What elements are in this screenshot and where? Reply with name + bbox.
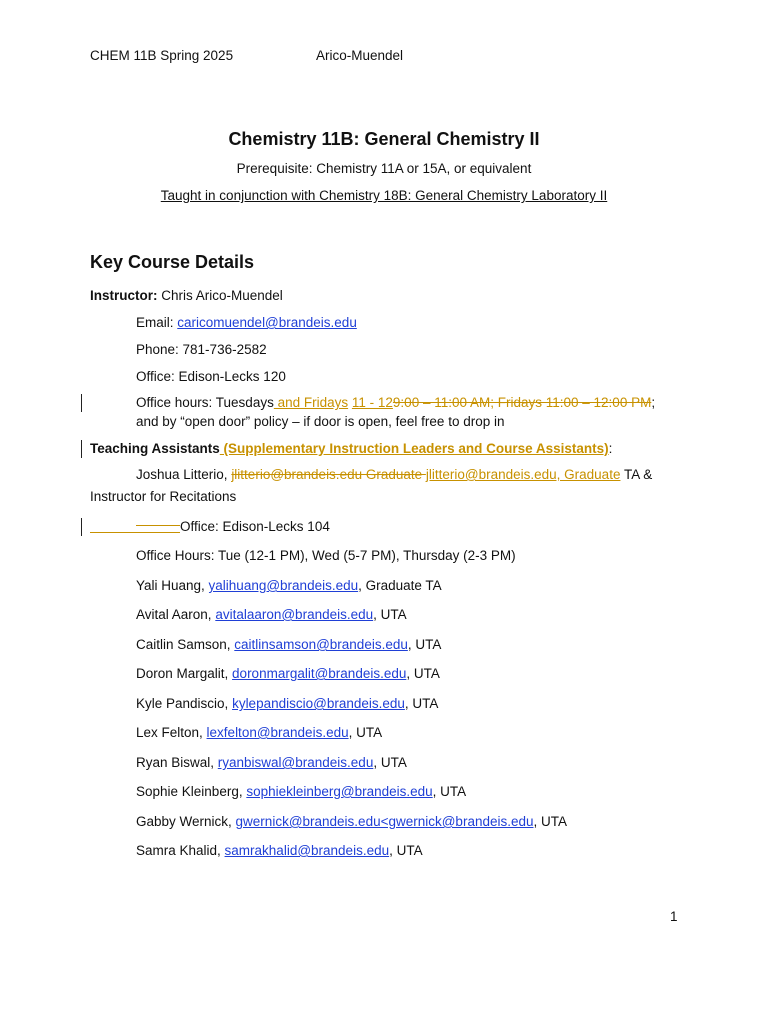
ta-email-link[interactable]: lexfelton@brandeis.edu	[206, 725, 349, 740]
instructor-email-link[interactable]: caricomuendel@brandeis.edu	[177, 315, 357, 330]
ta-email-link[interactable]: yalihuang@brandeis.edu	[208, 578, 359, 593]
ta-joshua-name: Joshua Litterio,	[136, 467, 232, 482]
ta-joshua-role: TA &	[620, 467, 653, 482]
office-hours-end: ;	[651, 395, 656, 410]
ta-name: Gabby Wernick,	[136, 814, 236, 829]
ta-role: , UTA	[533, 814, 567, 829]
ta-list-item	[136, 696, 438, 711]
section-heading: Key Course Details	[90, 252, 255, 272]
ta-email-link[interactable]: caitlinsamson@brandeis.edu	[234, 637, 408, 652]
ta-name: Ryan Biswal,	[136, 755, 218, 770]
office-hours-line	[136, 395, 655, 410]
ta-name: Avital Aaron,	[136, 607, 216, 622]
ta-list-item	[136, 666, 440, 681]
ta-role: , UTA	[407, 637, 442, 652]
page-number: 1	[670, 909, 678, 924]
ta-email-link[interactable]: doronmargalit@brandeis.edu	[232, 666, 407, 681]
ta-joshua-deleted: jlitterio@brandeis.edu Graduate	[231, 467, 426, 482]
ta-name: Caitlin Samson,	[136, 637, 235, 652]
change-bar	[81, 518, 82, 536]
ta-email-link[interactable]: sophiekleinberg@brandeis.edu	[246, 784, 433, 799]
instructor-phone: Phone: 781-736-2582	[136, 342, 267, 357]
ta-email-link[interactable]: gwernick@brandeis.edu<gwernick@brandeis.edu	[235, 814, 534, 829]
header-author: Arico-Muendel	[316, 48, 404, 63]
ta-email-link[interactable]: kylepandiscio@brandeis.edu	[232, 696, 405, 711]
ta-role: , UTA	[404, 696, 439, 711]
ta-list-item	[136, 843, 423, 858]
instructor-email-line	[136, 315, 357, 330]
conjunction-note: Taught in conjunction with Chemistry 18B: General Chemistry Laboratory II	[160, 188, 608, 203]
ta-joshua-role-cont: Instructor for Recitations	[90, 489, 237, 504]
ta-email-link[interactable]: ryanbiswal@brandeis.edu	[217, 755, 374, 770]
ta-name: Lex Felton,	[136, 725, 207, 740]
ta-list-item	[136, 578, 442, 593]
ta-joshua-office: Office: Edison-Lecks 104	[180, 519, 330, 534]
instructor-office: Office: Edison-Lecks 120	[136, 369, 286, 384]
header-course: CHEM 11B Spring 2025	[90, 48, 234, 63]
ta-role: , UTA	[406, 666, 440, 681]
ta-name: Doron Margalit,	[136, 666, 233, 681]
change-bar	[81, 394, 82, 412]
office-hours-label: Office hours: Tuesdays	[136, 395, 274, 410]
ta-role: , UTA	[389, 843, 423, 858]
change-bar	[81, 440, 82, 458]
prerequisite: Prerequisite: Chemistry 11A or 15A, or equivalent	[236, 161, 532, 176]
ta-list-item	[136, 755, 407, 770]
ta-list-item	[136, 637, 441, 652]
ta-label-insert: (Supplementary Instruction Leaders and Course Assistants)	[219, 441, 609, 456]
ta-role: , Graduate TA	[358, 578, 442, 593]
ta-list-item	[136, 784, 466, 799]
ta-label-colon: :	[608, 441, 613, 456]
instructor-label: Instructor:	[90, 288, 158, 303]
ta-label: Teaching Assistants	[90, 441, 220, 456]
ta-email-link[interactable]: samrakhalid@brandeis.edu	[224, 843, 390, 858]
ta-list-item	[136, 814, 567, 829]
email-label: Email:	[136, 315, 178, 330]
ta-role: , UTA	[348, 725, 383, 740]
ta-role: , UTA	[432, 784, 467, 799]
ta-joshua-email-link[interactable]: jlitterio@brandeis.edu, Graduate	[425, 467, 621, 482]
office-hours-policy: and by “open door” policy – if door is open, feel free to drop in	[136, 414, 505, 429]
tracked-tab-delete	[136, 525, 180, 526]
ta-role: , UTA	[373, 607, 407, 622]
ta-joshua-hours: Office Hours: Tue (12-1 PM), Wed (5-7 PM), Thursday (2-3 PM)	[136, 548, 516, 563]
ta-list-item	[136, 607, 407, 622]
page-title: Chemistry 11B: General Chemistry II	[228, 129, 540, 149]
ta-list-item	[136, 725, 382, 740]
ta-name: Sophie Kleinberg,	[136, 784, 247, 799]
ta-heading	[90, 441, 612, 456]
office-hours-insert-2: 11 - 12	[351, 395, 393, 410]
office-hours-insert-1: and Fridays	[273, 395, 349, 410]
ta-name: Yali Huang,	[136, 578, 209, 593]
ta-name: Samra Khalid,	[136, 843, 225, 858]
office-hours-deleted: 9:00 – 11:00 AM; Fridays 11:00 – 12:00 PM	[392, 395, 652, 410]
instructor-name: Chris Arico-Muendel	[157, 288, 283, 303]
ta-role: , UTA	[373, 755, 407, 770]
tracked-tab-insert	[90, 532, 180, 533]
ta-email-link[interactable]: avitalaaron@brandeis.edu	[215, 607, 374, 622]
instructor-line	[90, 288, 283, 303]
ta-name: Kyle Pandiscio,	[136, 696, 233, 711]
ta-joshua-line	[136, 467, 652, 482]
